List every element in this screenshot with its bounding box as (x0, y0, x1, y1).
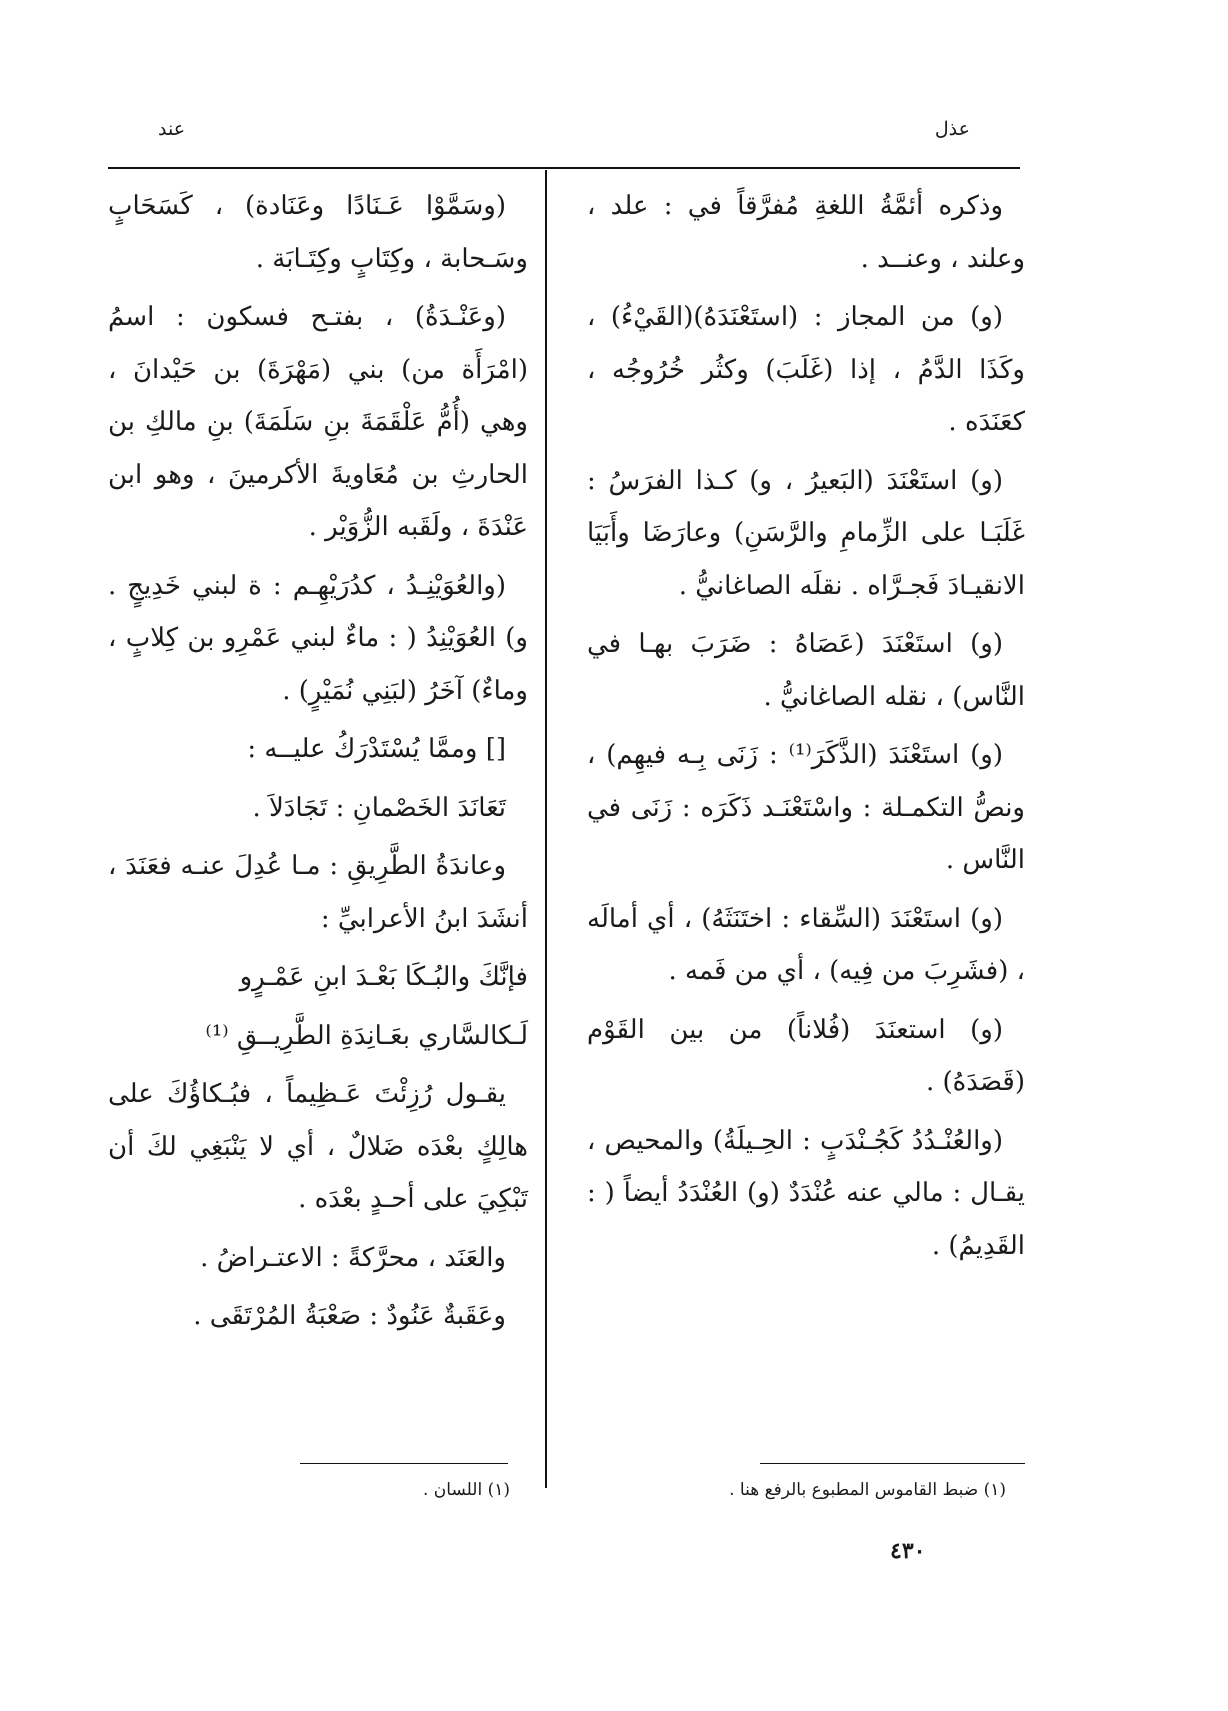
verse (108, 951, 528, 1062)
running-head-right: عذل (934, 118, 970, 140)
paragraph: تَعَانَدَ الخَصْمانِ : تَجَادَلاَ . (252, 792, 506, 823)
verse-line: لَـكالسَّاري بعَـانِدَةِ الطَّرِيــقِ ⁽¹⁾ (205, 1020, 528, 1051)
header-rule (108, 167, 1020, 169)
paragraph: وذكره أئمَّةُ اللغةِ مُفرَّقاً في : علد ، وعلند ، وعنــد . (587, 191, 1025, 274)
paragraph: (وسَمَّوْا عَـنَادًا وعَنَادة) ، كَسَحَابٍ وسَـحابة ، وكِتَابٍ وكِتَـابَة . (108, 191, 528, 274)
paragraph: وعَقَبةٌ عَنُودٌ : صَعْبَةُ المُرْتَقَى . (193, 1301, 506, 1331)
paragraph: (و) استعنَدَ (فُلاناً) من بين القَوْم (قَصَدَهُ) . (587, 1014, 1025, 1097)
page-number: ٤٣٠ (890, 1538, 926, 1564)
paragraph: (و) استَعْنَدَ (السِّقاء : اختَنَثَهُ) ، أي أمالَه ، (فشَرِبَ من فِيه) ، أي من فَمه . (587, 903, 1025, 986)
left-column (108, 180, 528, 1349)
paragraph: والعَنَد ، محرَّكةً : الاعتـراضُ . (200, 1242, 506, 1273)
verse-line: فإنَّكَ والبُـكَا بَعْـدَ ابنِ عَمْـرٍو (239, 962, 528, 992)
paragraph: يقـول رُزِئْتَ عَـظِيماً ، فبُـكاؤُكَ على هالِكٍ بعْدَه ضَلالٌ ، أي لا يَنْبَغِي لكَ أن تَبْكِيَ على أحـدٍ بعْدَه . (108, 1079, 528, 1214)
paragraph: (و) استَعْنَدَ (عَصَاهُ : ضَرَبَ بهـا في النَّاس) ، نقله الصاغانيُّ . (587, 629, 1025, 712)
paragraph: وعاندَةُ الطَّرِيقِ : مـا عُدِلَ عنـه فعَنَدَ ، أنشَدَ ابنُ الأعرابيِّ : (108, 851, 528, 934)
running-head-left: عند (158, 118, 186, 140)
footnote-right: (١) ضبط القاموس المطبوع بالرفع هنا . (729, 1480, 1006, 1500)
paragraph: (والعُوَيْنِـدُ ، كدُرَيْهِـم : ة لبني خَدِيجٍ . و) العُوَيْنِدُ ( : ماءٌ لبني عَمْرِو بن كِلابٍ ، وماءٌ) آخَرُ (لبَنِي نُمَيْرٍ) . (108, 570, 528, 706)
paragraph: (والعُنْـدُدُ كَجُـنْدَبٍ : الحِـيلَةُ) والمحيص ، يقـال : مالي عنه عُنْدَدٌ (و) العُنْدَدُ أيضاً ( : القَدِيمُ) . (587, 1125, 1025, 1261)
right-column (587, 180, 1025, 1278)
paragraph: (و) من المجاز : (استَعْنَدَهُ)(القَيْءُ) ، وكَذَا الدَّمُ ، إذا (غَلَبَ) وكثُر خُرُوجُه ، كعَنَدَه . (587, 302, 1025, 437)
paragraph: [] وممَّا يُسْتَدْرَكُ عليــه : (247, 734, 506, 764)
footnote-rule-left (300, 1463, 508, 1464)
column-divider (545, 170, 547, 1488)
paragraph: (و) استَعْنَدَ (البَعيرُ ، و) كـذا الفرَسُ : غَلَبَـا على الزِّمامِ والرَّسَنِ) وعارَضَا وأَبَيَا الانقيـادَ فَجـرَّاه . نقلَه الصاغانيُّ . (587, 465, 1025, 601)
footnote-left: (١) اللسان . (423, 1480, 510, 1500)
paragraph: (وعَنْـدَةُ) ، بفتـح فسكون : اسمُ (امْرَأَة من) بني (مَهْرَةَ) بن حَيْدانَ ، وهي (أُمُّ عَلْقَمَةَ بنِ سَلَمَةَ) بنِ مالكِ بن الحارثِ بن مُعَاويةَ الأكرمينَ ، وهو ابن عَنْدَةَ ، ولَقَبه الزُّوَيْر . (108, 302, 528, 542)
paragraph: (و) استَعْنَدَ (الذَّكَرَ⁽¹⁾ : زَنَى بِـه فيهِم) ، ونصُّ التكمـلة : واسْتَعْنَـد ذَكَرَه : زَنَى في النَّاس . (587, 740, 1025, 875)
footnote-rule-right (760, 1463, 1025, 1464)
